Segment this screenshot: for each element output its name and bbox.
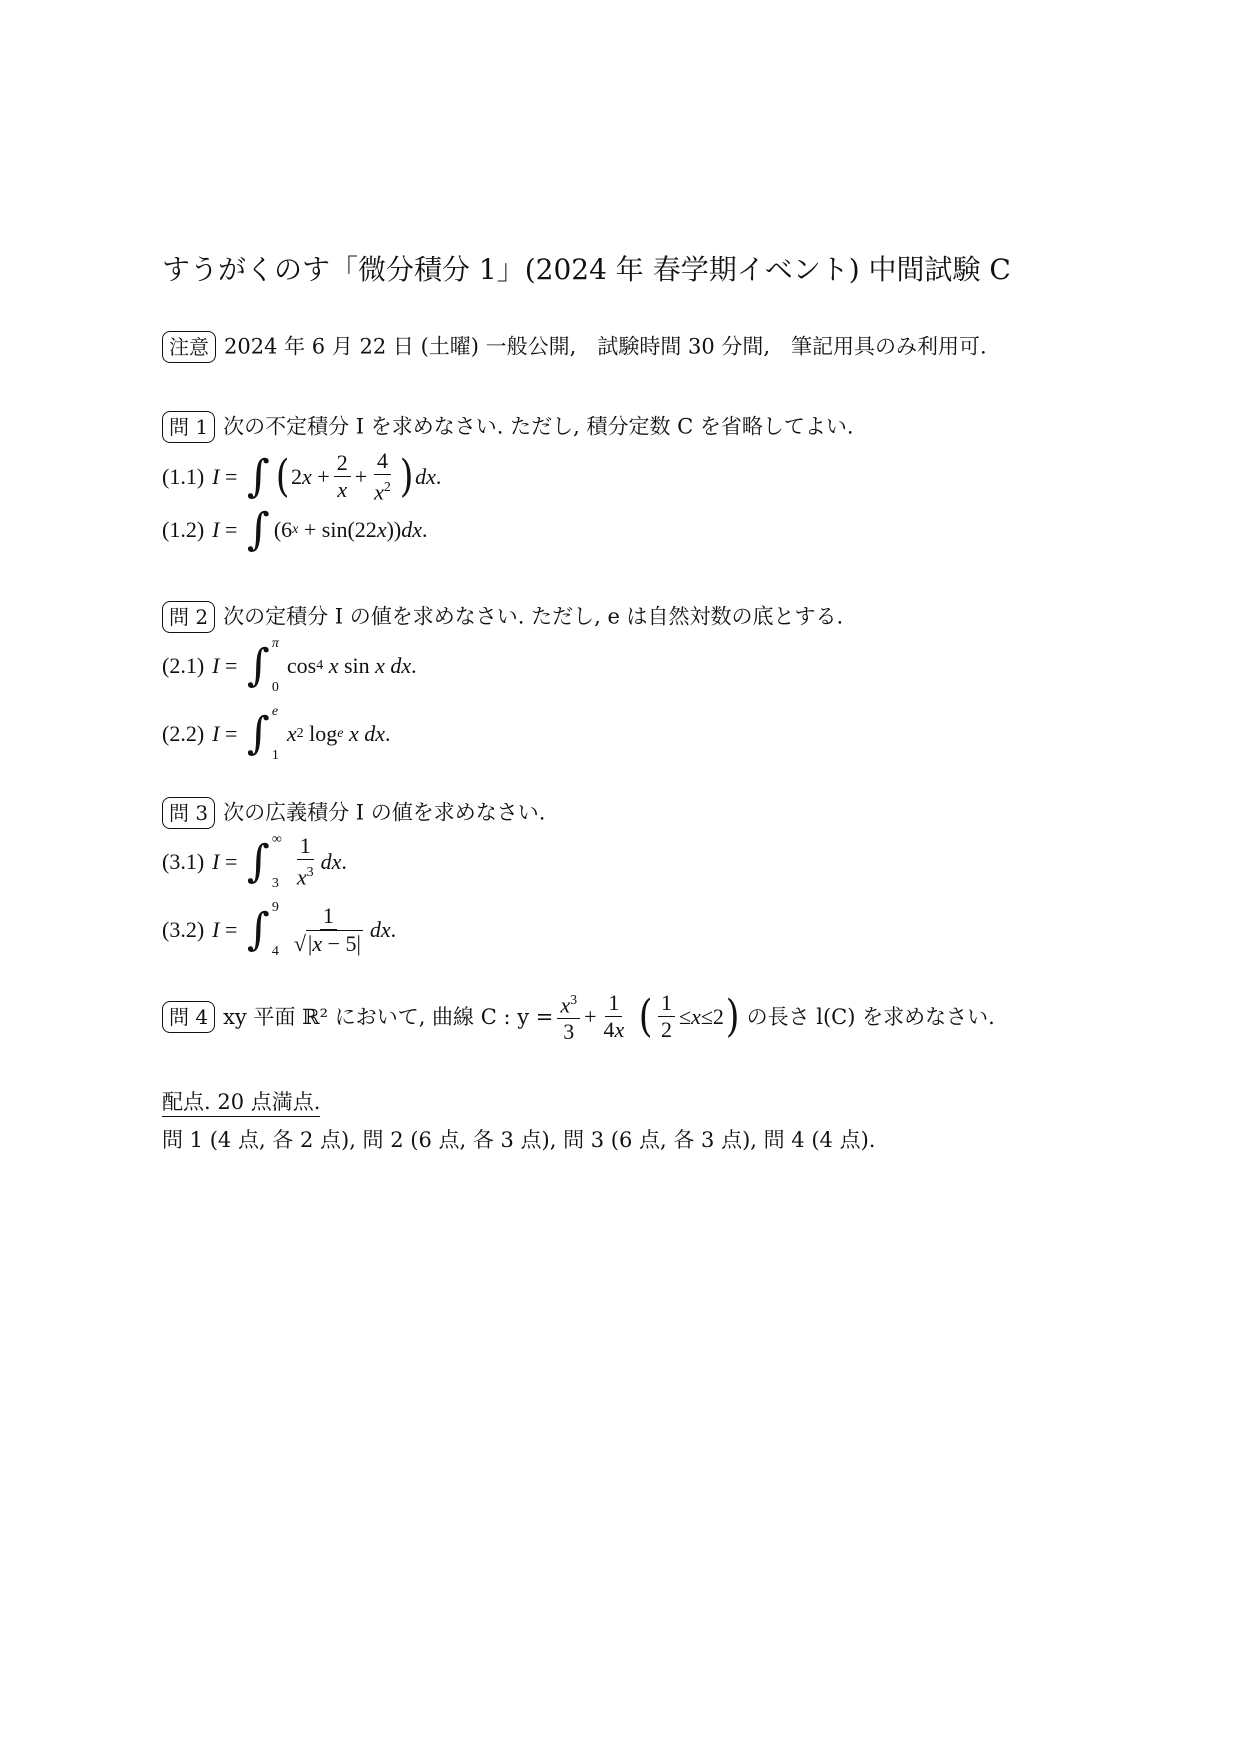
- q3-text: 次の広義積分 I の値を求めなさい.: [223, 800, 546, 825]
- q1-1-equation: (1.1) I = ∫ ( 2 x + $\frac{2}{x}$ + $\frac{4}{x^2}$ ) dx .: [162, 448, 442, 505]
- page-title: すうがくのす「微分積分 1」(2024 年 春学期イベント) 中間試験 C: [162, 253, 1011, 286]
- q1-label: 問 1: [162, 411, 215, 443]
- q3-1-label: (3.1): [162, 849, 205, 874]
- q3-2-equation: (3.2) I = ∫ 9 4 1 √ |x − 5| dx .: [162, 900, 397, 959]
- q4-post-text: の長さ l(C) を求めなさい.: [746, 1004, 995, 1029]
- q2-label: 問 2: [162, 601, 215, 633]
- q2-text: 次の定積分 I の値を求めなさい. ただし, e は自然対数の底とする.: [223, 604, 844, 629]
- q3-2-label: (3.2): [162, 917, 205, 942]
- q1-header: [162, 410, 854, 443]
- q2-2-equation: (2.2) I = ∫ e 1 x 2 log e x dx .: [162, 704, 391, 763]
- q2-1-label: (2.1): [162, 653, 205, 678]
- q1-1-label: (1.1): [162, 463, 205, 489]
- q3-header: [162, 796, 545, 829]
- q2-1-equation: (2.1) I = ∫ π 0 cos 4 x sin x dx .: [162, 636, 417, 695]
- score-heading: 配点. 20 点満点.: [162, 1088, 320, 1117]
- q3-1-equation: (3.1) I = ∫ ∞ 3 $\frac{1}{x^3}$ dx .: [162, 832, 347, 891]
- q4-row: [162, 988, 995, 1045]
- notice-text: 2024 年 6 月 22 日 (土曜) 一般公開, 試験時間 30 分間, 筆記用具のみ利用可.: [224, 334, 987, 359]
- q1-2-label: (1.2): [162, 517, 205, 542]
- q4-pre-text: xy 平面 ℝ² において, 曲線 C : y =: [223, 1004, 554, 1029]
- notice-label: 注意: [162, 331, 216, 363]
- q4-label: 問 4: [162, 1001, 215, 1033]
- q1-2-equation: (1.2) I = ∫ (6 x + sin(22 x )) dx .: [162, 504, 428, 555]
- notice-row: [162, 330, 987, 363]
- q3-label: 問 3: [162, 797, 215, 829]
- q1-text: 次の不定積分 I を求めなさい. ただし, 積分定数 C を省略してよい.: [223, 414, 854, 439]
- score-detail: 問 1 (4 点, 各 2 点), 問 2 (6 点, 各 3 点), 問 3 (6 点, 各 3 点), 問 4 (4 点).: [162, 1128, 876, 1152]
- q4-curve-formula: $\frac{x^3}{3}$ + $\frac{1}{4x}$ ( $\frac{1}{2}$ ≤ x ≤2 ): [553, 988, 746, 1045]
- q2-2-label: (2.2): [162, 721, 205, 746]
- q2-header: [162, 600, 843, 633]
